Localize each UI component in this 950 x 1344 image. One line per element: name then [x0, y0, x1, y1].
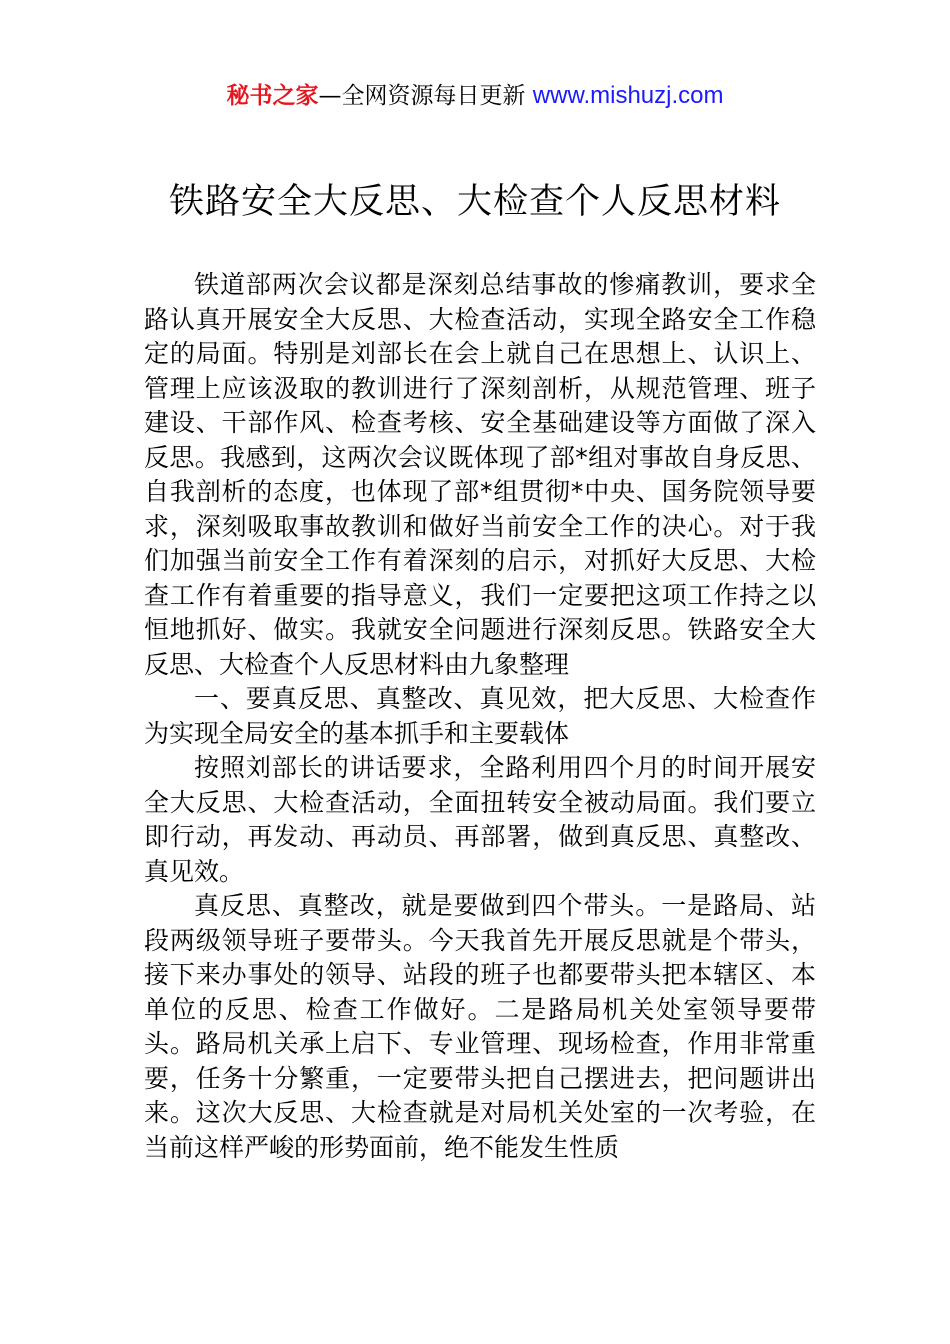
document-title: 铁路安全大反思、大检查个人反思材料	[168, 182, 781, 222]
site-header	[0, 80, 950, 112]
site-tagline: —全网资源每日更新	[318, 83, 526, 109]
site-brand: 秘书之家	[226, 83, 319, 109]
paragraph-requirement: 按照刘部长的讲话要求，全路利用四个月的时间开展安全大反思、大检查活动，全面扭转安全被动局面。我们要立即行动，再发动、再动员、再部署，做到真反思、真整改、真见效。	[144, 753, 816, 886]
paragraph-intro: 铁道部两次会议都是深刻总结事故的惨痛教训，要求全路认真开展安全大反思、大检查活动，实现全路安全工作稳定的局面。特别是刘部长在会上就自己在思想上、认识上、管理上应该汲取的教训进行了深刻剖析，从规范管理、班子建设、干部作风、检查考核、安全基础建设等方面做了深入反思。我感到，这两次会议既体现了部*组对事故自身反思、自我剖析的态度，也体现了部*组贯彻*中央、国务院领导要求，深刻吸取事故教训和做好当前安全工作的决心。对于我们加强当前安全工作有着深刻的启示，对抓好大反思、大检查工作有着重要的指导意义，我们一定要把这项工作持之以恒地抓好、做实。我就安全问题进行深刻反思。铁路安全大反思、大检查个人反思材料由九象整理	[144, 270, 816, 679]
document-body	[144, 268, 816, 1165]
paragraph-section-heading: 一、要真反思、真整改、真见效，把大反思、大检查作为实现全局安全的基本抓手和主要载体	[144, 684, 816, 748]
paragraph-four-leads: 真反思、真整改，就是要做到四个带头。一是路局、站段两级领导班子要带头。今天我首先开展反思就是个带头，接下来办事处的领导、站段的班子也都要带头把本辖区、本单位的反思、检查工作做好。二是路局机关处室领导要带头。路局机关承上启下、专业管理、现场检查，作用非常重要，任务十分繁重，一定要带头把自己摆进去，把问题讲出来。这次大反思、大检查就是对局机关处室的一次考验，在当前这样严峻的形势面前，绝不能发生性质	[144, 891, 816, 1162]
site-url[interactable]: www.mishuzj.com	[532, 82, 724, 109]
